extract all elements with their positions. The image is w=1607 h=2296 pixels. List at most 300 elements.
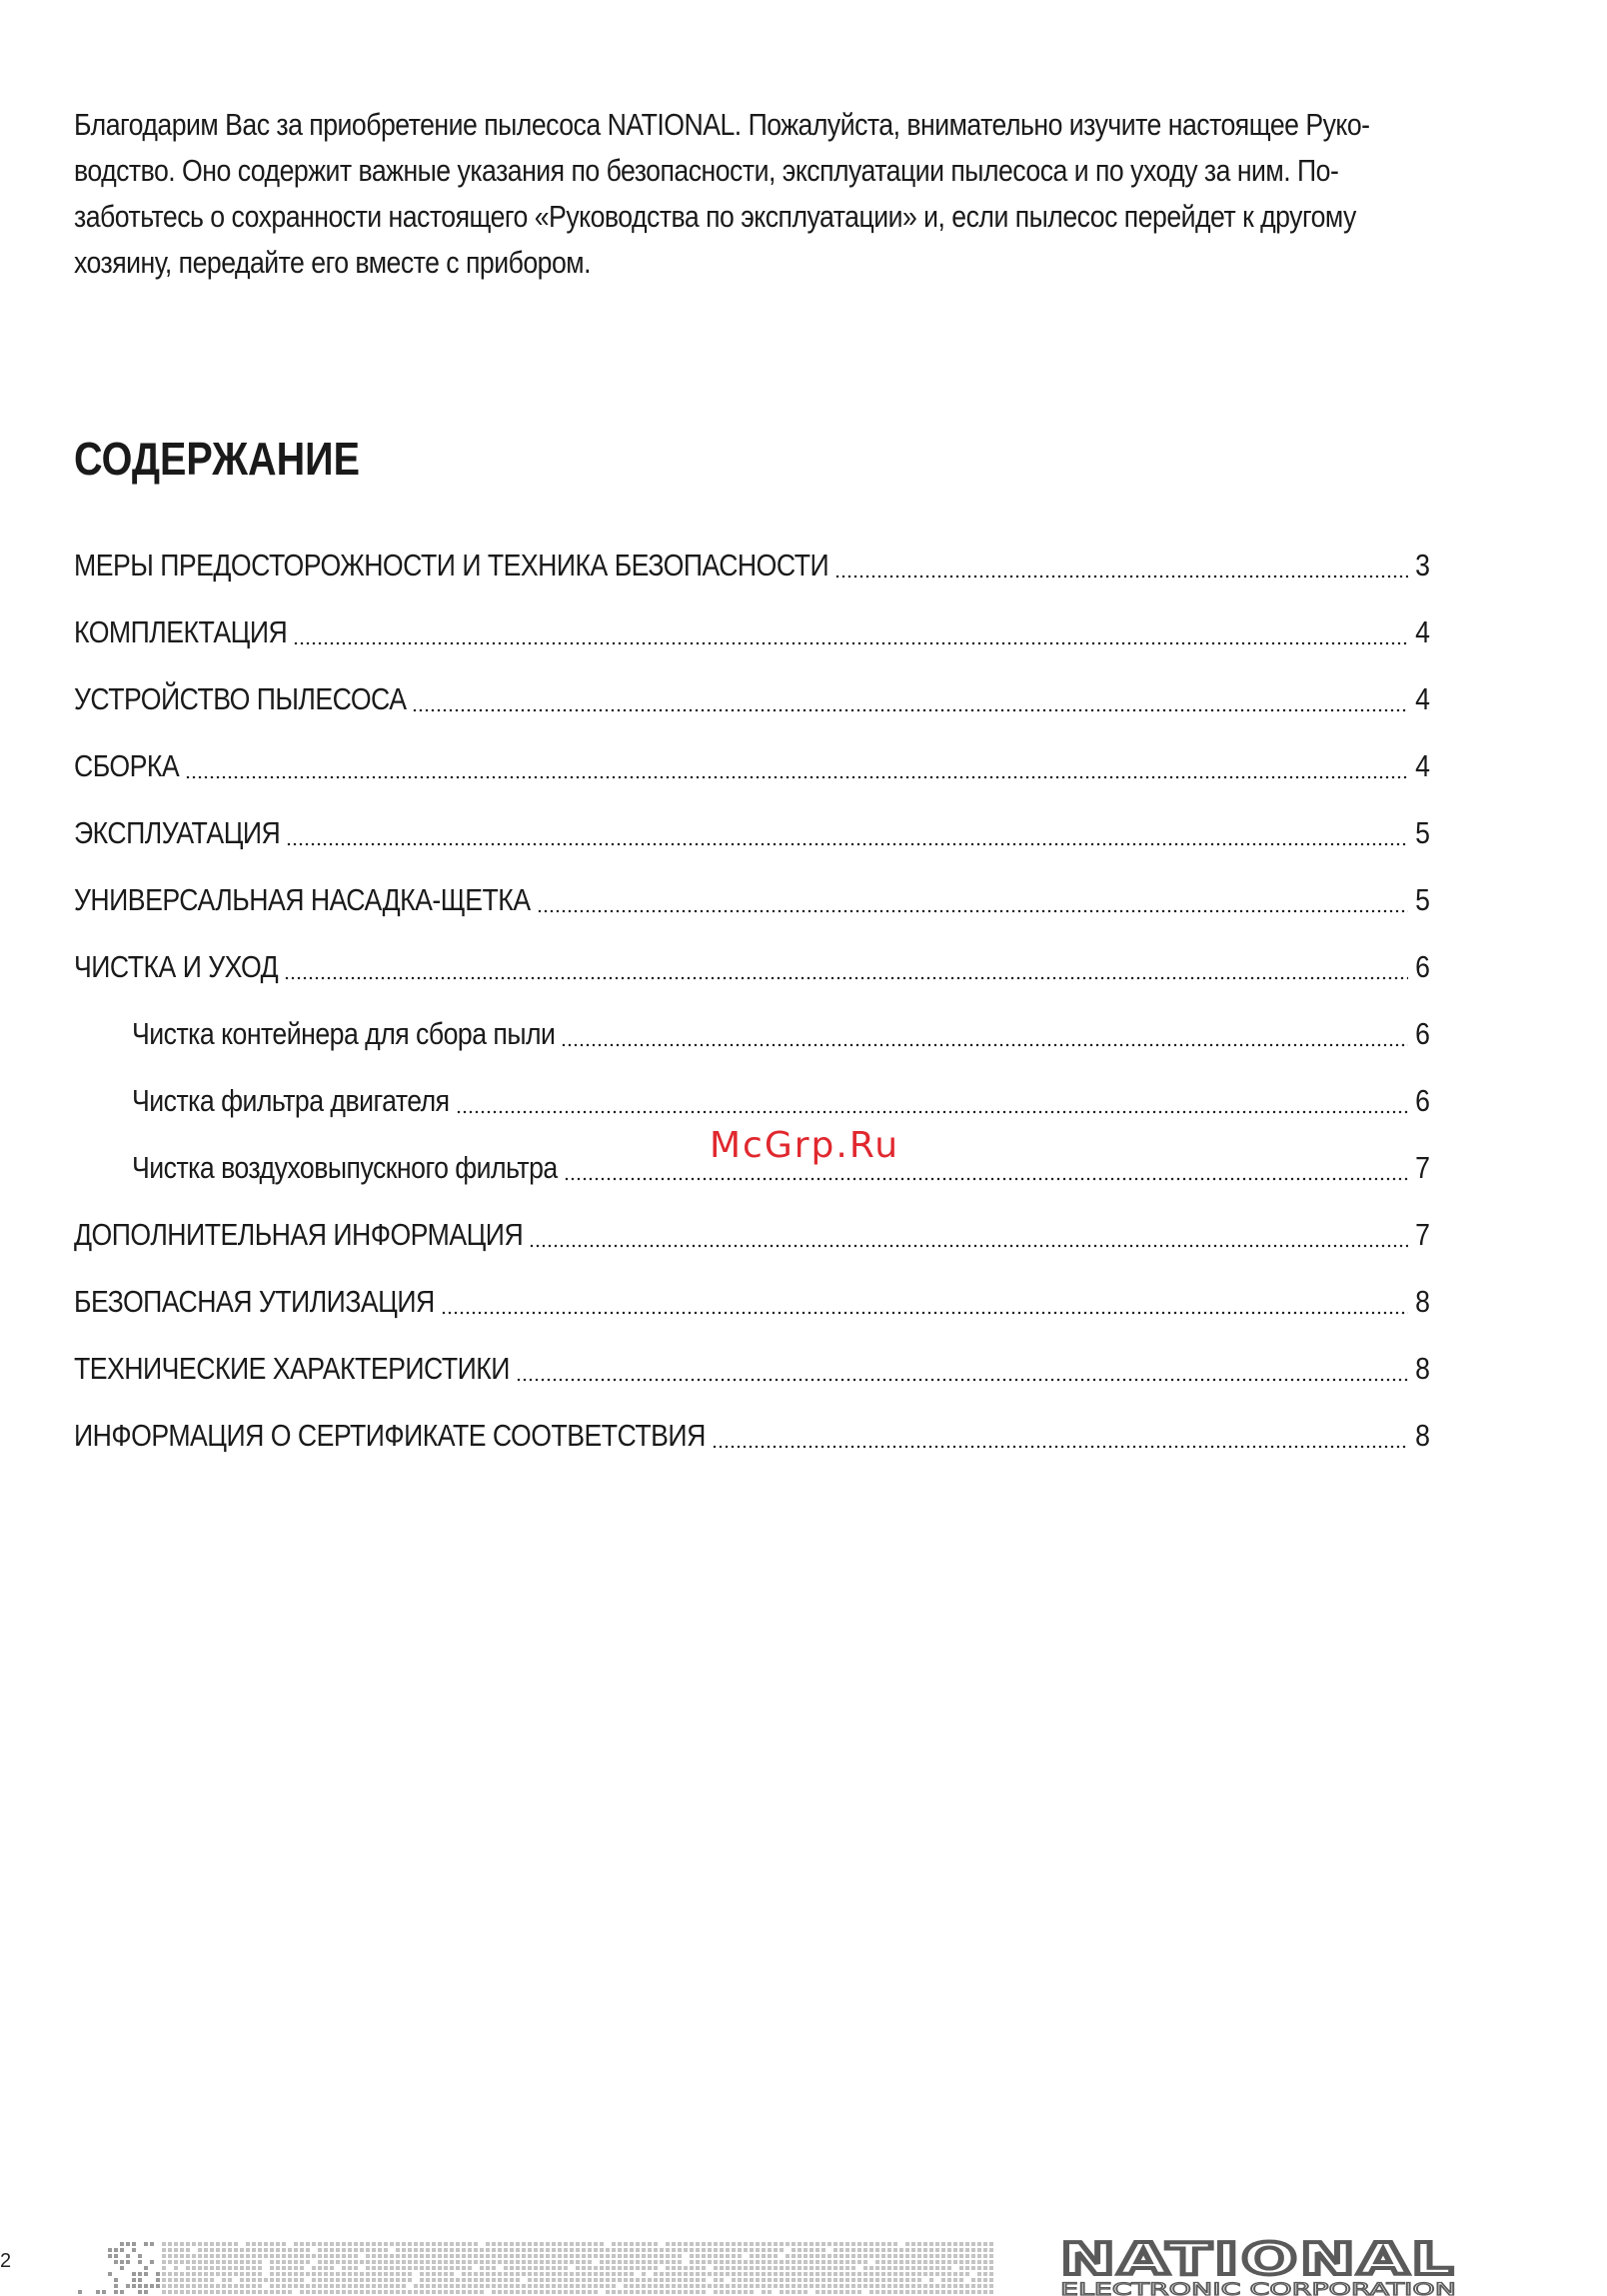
pattern-dot xyxy=(971,2242,975,2246)
pattern-dot xyxy=(792,2260,796,2264)
pattern-dot xyxy=(522,2272,526,2276)
pattern-dot xyxy=(881,2272,885,2276)
pattern-dot xyxy=(666,2266,670,2270)
pattern-dot xyxy=(726,2254,730,2258)
pattern-dot xyxy=(815,2254,819,2258)
pattern-dot xyxy=(672,2242,676,2246)
pattern-dot xyxy=(528,2242,532,2246)
pattern-dot xyxy=(528,2272,532,2276)
pattern-dot xyxy=(935,2266,939,2270)
pattern-dot xyxy=(162,2242,166,2246)
pattern-dot xyxy=(378,2290,382,2294)
pattern-dot xyxy=(642,2278,646,2282)
pattern-dot xyxy=(498,2278,502,2282)
pattern-dot xyxy=(486,2266,490,2270)
toc-item-precautions[interactable] xyxy=(74,548,1431,587)
pattern-dot xyxy=(905,2248,909,2252)
pattern-dot xyxy=(804,2290,807,2294)
pattern-dot xyxy=(624,2290,628,2294)
pattern-dot xyxy=(714,2254,718,2258)
pattern-dot xyxy=(804,2284,807,2288)
pattern-dot xyxy=(204,2242,208,2246)
pattern-dot xyxy=(875,2242,879,2246)
pattern-dot xyxy=(288,2278,292,2282)
pattern-dot xyxy=(162,2248,166,2252)
pattern-dot xyxy=(618,2290,622,2294)
pattern-dot xyxy=(456,2290,460,2294)
pattern-dot xyxy=(276,2284,280,2288)
pattern-dot xyxy=(126,2242,130,2246)
pattern-dot xyxy=(366,2278,370,2282)
pattern-dot xyxy=(564,2284,568,2288)
toc-item-title: СБОРКА xyxy=(74,748,180,783)
toc-dot-leader xyxy=(293,641,1408,645)
pattern-dot xyxy=(714,2242,718,2246)
pattern-dot xyxy=(552,2290,556,2294)
pattern-dot xyxy=(732,2260,736,2264)
pattern-dot xyxy=(720,2242,724,2246)
pattern-dot xyxy=(396,2254,400,2258)
pattern-dot xyxy=(342,2248,346,2252)
pattern-dot xyxy=(827,2272,831,2276)
pattern-dot xyxy=(977,2242,981,2246)
pattern-dot xyxy=(312,2278,316,2282)
pattern-dot xyxy=(804,2260,807,2264)
pattern-dot xyxy=(594,2278,598,2282)
pattern-dot xyxy=(246,2248,250,2252)
pattern-dot xyxy=(923,2254,927,2258)
pattern-dot xyxy=(498,2272,502,2276)
pattern-dot xyxy=(887,2290,891,2294)
pattern-dot xyxy=(636,2242,640,2246)
pattern-dot xyxy=(396,2260,400,2264)
pattern-dot xyxy=(953,2242,957,2246)
pattern-dot xyxy=(228,2290,232,2294)
pattern-dot xyxy=(893,2278,897,2282)
pattern-dot xyxy=(947,2248,951,2252)
pattern-dot xyxy=(552,2266,556,2270)
pattern-dot xyxy=(330,2284,334,2288)
pattern-dot xyxy=(809,2242,813,2246)
pattern-dot xyxy=(780,2290,784,2294)
pattern-dot xyxy=(144,2266,148,2270)
toc-item-specifications[interactable] xyxy=(74,1351,1431,1391)
pattern-dot xyxy=(552,2278,556,2282)
pattern-dot xyxy=(630,2278,634,2282)
pattern-dot xyxy=(726,2248,730,2252)
pattern-dot xyxy=(875,2254,879,2258)
pattern-dot xyxy=(576,2260,580,2264)
pattern-dot xyxy=(180,2278,184,2282)
pattern-dot xyxy=(192,2260,196,2264)
pattern-dot xyxy=(690,2248,694,2252)
pattern-dot xyxy=(336,2248,340,2252)
pattern-dot xyxy=(708,2260,712,2264)
pattern-dot xyxy=(768,2260,772,2264)
pattern-dot xyxy=(246,2278,250,2282)
pattern-dot xyxy=(336,2290,340,2294)
pattern-dot xyxy=(426,2272,430,2276)
pattern-dot xyxy=(456,2254,460,2258)
pattern-dot xyxy=(546,2278,550,2282)
pattern-dot xyxy=(198,2254,202,2258)
pattern-dot xyxy=(756,2278,760,2282)
pattern-dot xyxy=(378,2260,382,2264)
pattern-dot xyxy=(714,2272,718,2276)
pattern-dot xyxy=(798,2242,802,2246)
pattern-dot xyxy=(851,2272,855,2276)
pattern-dot xyxy=(462,2242,466,2246)
pattern-dot xyxy=(642,2284,646,2288)
pattern-dot xyxy=(204,2248,208,2252)
pattern-dot xyxy=(660,2254,664,2258)
pattern-dot xyxy=(114,2278,118,2282)
pattern-dot xyxy=(564,2266,568,2270)
pattern-dot xyxy=(240,2248,244,2252)
pattern-dot xyxy=(899,2266,903,2270)
pattern-dot xyxy=(606,2272,610,2276)
pattern-dot xyxy=(905,2242,909,2246)
pattern-dot xyxy=(378,2278,382,2282)
pattern-dot xyxy=(528,2290,532,2294)
pattern-dot xyxy=(786,2254,790,2258)
pattern-dot xyxy=(594,2272,598,2276)
pattern-dot xyxy=(270,2272,274,2276)
pattern-dot xyxy=(516,2242,520,2246)
pattern-dot xyxy=(402,2254,406,2258)
pattern-dot xyxy=(827,2290,831,2294)
pattern-dot xyxy=(528,2254,532,2258)
pattern-dot xyxy=(720,2248,724,2252)
pattern-dot xyxy=(768,2284,772,2288)
pattern-dot xyxy=(426,2278,430,2282)
pattern-dot xyxy=(708,2248,712,2252)
brand-name: NATIONAL xyxy=(1060,2234,1456,2285)
pattern-dot xyxy=(258,2272,262,2276)
pattern-dot xyxy=(348,2272,352,2276)
toc-item-cleaning[interactable] xyxy=(74,949,1431,989)
pattern-dot xyxy=(228,2254,232,2258)
toc-item-brush[interactable] xyxy=(74,882,1431,922)
pattern-dot xyxy=(827,2266,831,2270)
pattern-dot xyxy=(312,2284,316,2288)
pattern-dot xyxy=(432,2260,436,2264)
pattern-dot xyxy=(312,2290,316,2294)
pattern-dot xyxy=(480,2260,484,2264)
pattern-dot xyxy=(510,2242,514,2246)
pattern-dot xyxy=(258,2284,262,2288)
pattern-dot xyxy=(450,2260,454,2264)
pattern-dot xyxy=(833,2290,837,2294)
pattern-dot xyxy=(588,2254,592,2258)
pattern-dot xyxy=(204,2284,208,2288)
pattern-dot xyxy=(612,2290,616,2294)
pattern-dot xyxy=(941,2248,945,2252)
pattern-dot xyxy=(198,2278,202,2282)
pattern-dot xyxy=(162,2278,166,2282)
pattern-dot xyxy=(732,2278,736,2282)
pattern-dot xyxy=(336,2242,340,2246)
toc-subitem-motor-filter[interactable] xyxy=(132,1083,1431,1123)
pattern-dot xyxy=(384,2272,388,2276)
pattern-dot xyxy=(186,2284,190,2288)
pattern-dot xyxy=(815,2260,819,2264)
pattern-dot xyxy=(228,2242,232,2246)
brand-tagline: ELECTRONIC CORPORATION xyxy=(1060,2280,1456,2296)
toc-item-device[interactable] xyxy=(74,681,1431,721)
pattern-dot xyxy=(414,2242,418,2246)
pattern-dot xyxy=(845,2284,849,2288)
pattern-dot xyxy=(839,2266,843,2270)
pattern-dot xyxy=(845,2278,849,2282)
pattern-dot xyxy=(917,2254,921,2258)
pattern-dot xyxy=(210,2278,214,2282)
pattern-dot xyxy=(833,2284,837,2288)
pattern-dot xyxy=(678,2284,682,2288)
pattern-dot xyxy=(120,2260,124,2264)
pattern-dot xyxy=(947,2284,951,2288)
pattern-dot xyxy=(839,2284,843,2288)
pattern-dot xyxy=(666,2242,670,2246)
pattern-dot xyxy=(917,2248,921,2252)
pattern-dot xyxy=(288,2284,292,2288)
pattern-dot xyxy=(198,2284,202,2288)
pattern-dot xyxy=(300,2266,304,2270)
pattern-dot xyxy=(642,2254,646,2258)
pattern-dot xyxy=(492,2266,496,2270)
pattern-dot xyxy=(624,2260,628,2264)
pattern-dot xyxy=(827,2260,831,2264)
pattern-dot xyxy=(186,2266,190,2270)
pattern-dot xyxy=(821,2248,825,2252)
pattern-dot xyxy=(516,2260,520,2264)
pattern-dot xyxy=(228,2278,232,2282)
pattern-dot xyxy=(348,2242,352,2246)
pattern-dot xyxy=(642,2260,646,2264)
pattern-dot xyxy=(696,2260,700,2264)
pattern-dot xyxy=(420,2284,424,2288)
pattern-dot xyxy=(845,2290,849,2294)
pattern-dot xyxy=(648,2260,652,2264)
pattern-dot xyxy=(935,2290,939,2294)
pattern-dot xyxy=(708,2242,712,2246)
pattern-dot xyxy=(881,2290,885,2294)
pattern-dot xyxy=(827,2242,831,2246)
pattern-dot xyxy=(845,2254,849,2258)
footer-dot-pattern xyxy=(78,2238,995,2296)
pattern-dot xyxy=(318,2242,322,2246)
pattern-dot xyxy=(300,2272,304,2276)
pattern-dot xyxy=(534,2260,538,2264)
pattern-dot xyxy=(222,2266,226,2270)
pattern-dot xyxy=(396,2284,400,2288)
pattern-dot xyxy=(702,2260,706,2264)
pattern-dot xyxy=(570,2290,574,2294)
pattern-dot xyxy=(576,2266,580,2270)
pattern-dot xyxy=(366,2266,370,2270)
pattern-dot xyxy=(234,2284,238,2288)
watermark: McGrp.Ru xyxy=(710,1125,900,1166)
toc-item-operation[interactable] xyxy=(74,815,1431,855)
pattern-dot xyxy=(582,2248,586,2252)
pattern-dot xyxy=(768,2278,772,2282)
pattern-dot xyxy=(654,2266,658,2270)
pattern-dot xyxy=(612,2260,616,2264)
pattern-dot xyxy=(774,2284,778,2288)
toc-item-page: 8 xyxy=(1415,1284,1430,1319)
pattern-dot xyxy=(636,2278,640,2282)
pattern-dot xyxy=(168,2248,172,2252)
pattern-dot xyxy=(738,2266,742,2270)
pattern-dot xyxy=(480,2290,484,2294)
pattern-dot xyxy=(108,2272,112,2276)
pattern-dot xyxy=(845,2272,849,2276)
pattern-dot xyxy=(324,2260,328,2264)
toc-item-title: ИНФОРМАЦИЯ О СЕРТИФИКАТЕ СООТВЕТСТВИЯ xyxy=(74,1418,706,1453)
pattern-dot xyxy=(114,2254,118,2258)
pattern-dot xyxy=(222,2248,226,2252)
toc-item-page: 6 xyxy=(1415,949,1430,984)
pattern-dot xyxy=(456,2266,460,2270)
pattern-dot xyxy=(180,2260,184,2264)
pattern-dot xyxy=(414,2260,418,2264)
pattern-dot xyxy=(953,2254,957,2258)
pattern-dot xyxy=(108,2248,112,2252)
pattern-dot xyxy=(186,2290,190,2294)
pattern-dot xyxy=(534,2278,538,2282)
pattern-dot xyxy=(881,2260,885,2264)
pattern-dot xyxy=(558,2254,562,2258)
pattern-dot xyxy=(492,2278,496,2282)
pattern-dot xyxy=(750,2284,754,2288)
pattern-dot xyxy=(893,2272,897,2276)
pattern-dot xyxy=(642,2266,646,2270)
pattern-dot xyxy=(768,2272,772,2276)
pattern-dot xyxy=(911,2242,915,2246)
pattern-dot xyxy=(863,2284,867,2288)
pattern-dot xyxy=(258,2242,262,2246)
pattern-dot xyxy=(696,2248,700,2252)
pattern-dot xyxy=(809,2284,813,2288)
pattern-dot xyxy=(240,2266,244,2270)
pattern-dot xyxy=(941,2260,945,2264)
pattern-dot xyxy=(324,2272,328,2276)
pattern-dot xyxy=(893,2260,897,2264)
toc-item-disposal[interactable] xyxy=(74,1284,1431,1324)
pattern-dot xyxy=(630,2290,634,2294)
pattern-dot xyxy=(911,2278,915,2282)
pattern-dot xyxy=(684,2242,688,2246)
pattern-dot xyxy=(660,2248,664,2252)
pattern-dot xyxy=(714,2266,718,2270)
pattern-dot xyxy=(558,2266,562,2270)
pattern-dot xyxy=(366,2290,370,2294)
pattern-dot xyxy=(941,2254,945,2258)
pattern-dot xyxy=(474,2278,478,2282)
pattern-dot xyxy=(977,2254,981,2258)
pattern-dot xyxy=(402,2272,406,2276)
pattern-dot xyxy=(923,2260,927,2264)
pattern-dot xyxy=(168,2254,172,2258)
pattern-dot xyxy=(372,2260,376,2264)
pattern-dot xyxy=(276,2260,280,2264)
pattern-dot xyxy=(546,2266,550,2270)
pattern-dot xyxy=(624,2266,628,2270)
pattern-dot xyxy=(456,2260,460,2264)
toc-dot-leader xyxy=(456,1110,1409,1114)
pattern-dot xyxy=(342,2242,346,2246)
pattern-dot xyxy=(762,2242,766,2246)
pattern-dot xyxy=(186,2272,190,2276)
pattern-dot xyxy=(390,2260,394,2264)
pattern-dot xyxy=(216,2266,220,2270)
pattern-dot xyxy=(444,2248,448,2252)
pattern-dot xyxy=(780,2272,784,2276)
pattern-dot xyxy=(144,2290,148,2294)
toc-item-title: Чистка контейнера для сбора пыли xyxy=(132,1016,556,1051)
pattern-dot xyxy=(618,2266,622,2270)
pattern-dot xyxy=(324,2242,328,2246)
pattern-dot xyxy=(588,2248,592,2252)
toc-item-assembly[interactable] xyxy=(74,748,1431,788)
pattern-dot xyxy=(432,2272,436,2276)
toc-item-additional-info[interactable] xyxy=(74,1217,1431,1257)
toc-dot-leader xyxy=(529,1244,1408,1248)
toc-subitem-dust-container[interactable] xyxy=(132,1016,1431,1056)
pattern-dot xyxy=(438,2272,442,2276)
pattern-dot xyxy=(294,2284,298,2288)
toc-item-certificate[interactable] xyxy=(74,1418,1431,1458)
pattern-dot xyxy=(438,2254,442,2258)
pattern-dot xyxy=(839,2248,843,2252)
pattern-dot xyxy=(654,2278,658,2282)
pattern-dot xyxy=(480,2266,484,2270)
pattern-dot xyxy=(750,2278,754,2282)
pattern-dot xyxy=(690,2284,694,2288)
pattern-dot xyxy=(246,2284,250,2288)
pattern-dot xyxy=(216,2290,220,2294)
pattern-dot xyxy=(522,2260,526,2264)
pattern-dot xyxy=(522,2248,526,2252)
pattern-dot xyxy=(330,2278,334,2282)
pattern-dot xyxy=(744,2260,748,2264)
pattern-dot xyxy=(887,2284,891,2288)
pattern-dot xyxy=(276,2272,280,2276)
toc-item-title: МЕРЫ ПРЕДОСТОРОЖНОСТИ И ТЕХНИКА БЕЗОПАСНОСТИ xyxy=(74,548,829,582)
pattern-dot xyxy=(366,2242,370,2246)
pattern-dot xyxy=(780,2242,784,2246)
pattern-dot xyxy=(654,2242,658,2246)
toc-item-title: КОМПЛЕКТАЦИЯ xyxy=(74,614,288,649)
pattern-dot xyxy=(468,2284,472,2288)
pattern-dot xyxy=(540,2242,544,2246)
intro-line: хозяину, передайте его вместе с прибором. xyxy=(74,245,591,280)
pattern-dot xyxy=(240,2284,244,2288)
pattern-dot xyxy=(630,2284,634,2288)
pattern-dot xyxy=(666,2248,670,2252)
pattern-dot xyxy=(971,2278,975,2282)
pattern-dot xyxy=(762,2248,766,2252)
pattern-dot xyxy=(905,2278,909,2282)
pattern-dot xyxy=(618,2272,622,2276)
pattern-dot xyxy=(947,2278,951,2282)
pattern-dot xyxy=(582,2254,586,2258)
pattern-dot xyxy=(851,2248,855,2252)
pattern-dot xyxy=(438,2260,442,2264)
pattern-dot xyxy=(726,2272,730,2276)
toc-item-contents[interactable] xyxy=(74,614,1431,654)
pattern-dot xyxy=(594,2254,598,2258)
